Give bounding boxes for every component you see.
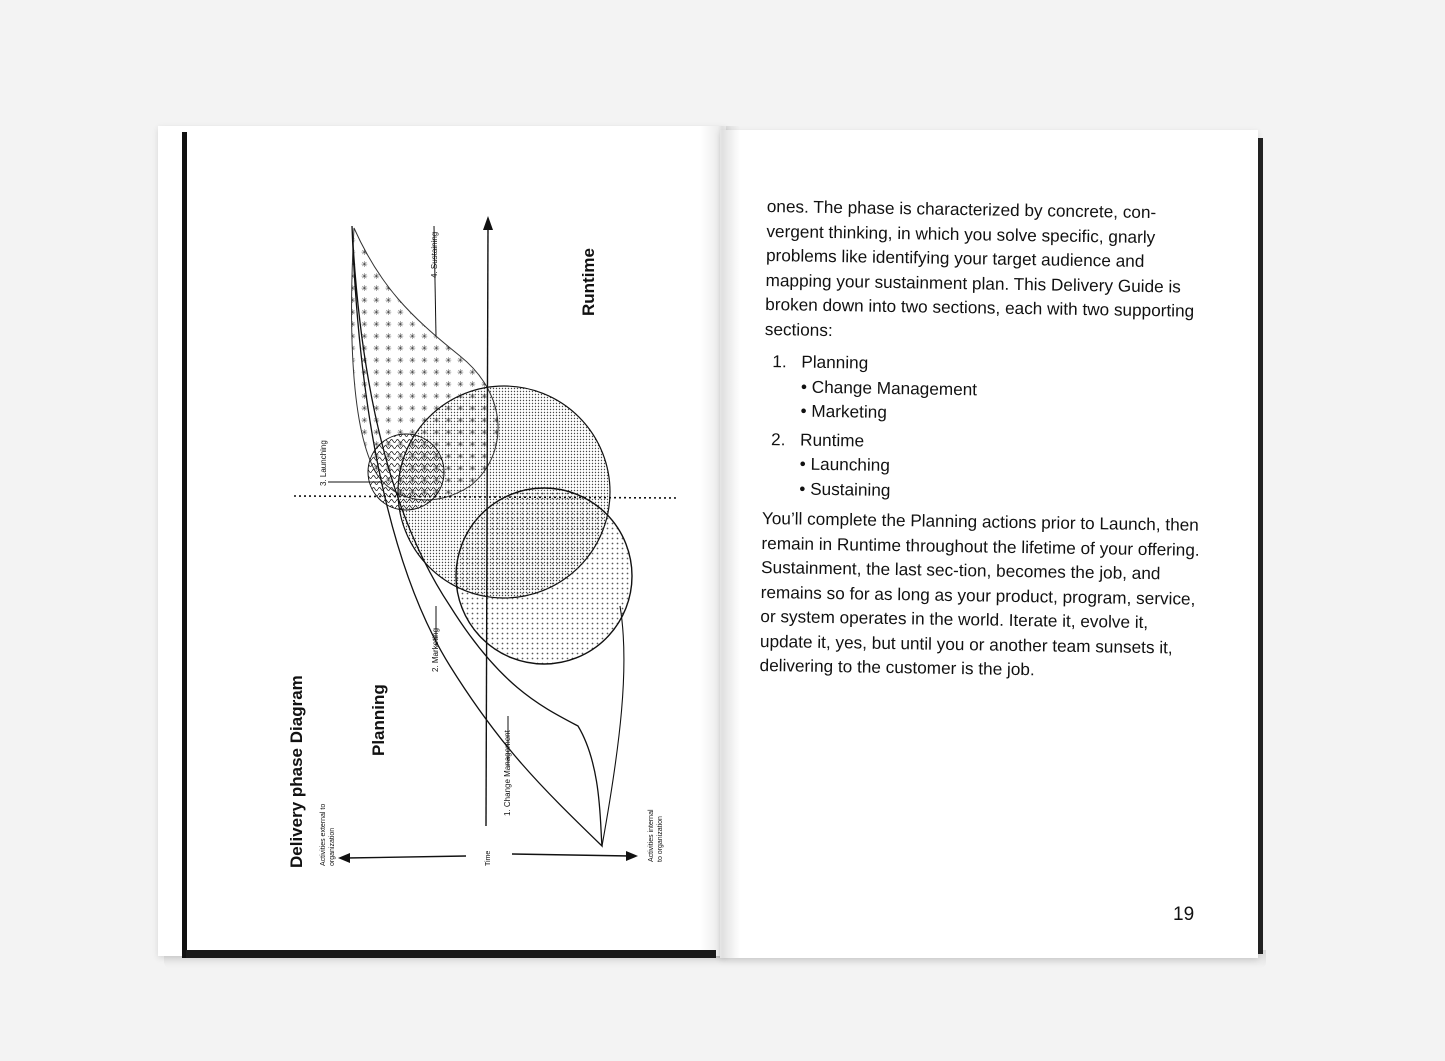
step-change-management: 1. Change Management — [503, 730, 512, 816]
list-number: 2. — [771, 428, 786, 449]
sub-list — [800, 374, 1204, 429]
internal-label-line-2: to organization — [657, 816, 664, 862]
sub-item: • Change Management — [800, 376, 978, 399]
left-page-edge — [182, 132, 187, 958]
internal-label-line-1: Activities internal — [648, 809, 655, 862]
change-management-circle — [456, 488, 632, 664]
external-label-line-1: Activities external to — [320, 803, 327, 866]
list-number: 1. — [772, 351, 787, 372]
right-page-edge — [1258, 138, 1263, 954]
list-item — [763, 349, 1204, 429]
diagram-title: Delivery phase Diagram — [287, 675, 306, 868]
section-list — [762, 349, 1204, 507]
external-label-line-2: organization — [329, 827, 336, 866]
list-item — [762, 426, 1203, 506]
sub-item: • Marketing — [800, 400, 888, 422]
delivery-phase-diagram — [240, 186, 710, 886]
intro-paragraph: ones. The phase is characterized by concrete, con-vergent thinking, in which you solve specific, gnarly problems like identifying your target audience and mapping your sustainment plan. This Delivery Guide is broken down into two sections, each with two supporting sections: — [764, 195, 1195, 340]
sub-list — [799, 452, 1203, 507]
closing-paragraph: You’ll complete the Planning actions prior to Launch, then remain in Runtime throughout the lifetime of your offering. Sustainment, the last sec-tion, becomes the job, and remains so for as long as your product, program, service, or system operates in the world. Iterate it, evolve it, update it, yes, but until you or another team sunsets it, delivering to the customer is the job. — [759, 507, 1200, 680]
runtime-label: Runtime — [579, 248, 598, 316]
sub-item: • Launching — [799, 453, 891, 475]
step-launching: 3. Launching — [319, 440, 328, 486]
right-page-body — [759, 194, 1207, 684]
bottom-page-edge — [186, 950, 716, 958]
step-marketing: 2. Marketing — [431, 627, 440, 672]
list-label: Runtime — [799, 429, 865, 451]
time-label: Time — [485, 850, 492, 866]
sub-item: • Sustaining — [799, 478, 891, 500]
list-label: Planning — [801, 351, 869, 373]
page-number: 19 — [1173, 904, 1195, 925]
planning-label: Planning — [369, 684, 388, 756]
step-sustaining: 4. Sustaining — [430, 231, 439, 278]
